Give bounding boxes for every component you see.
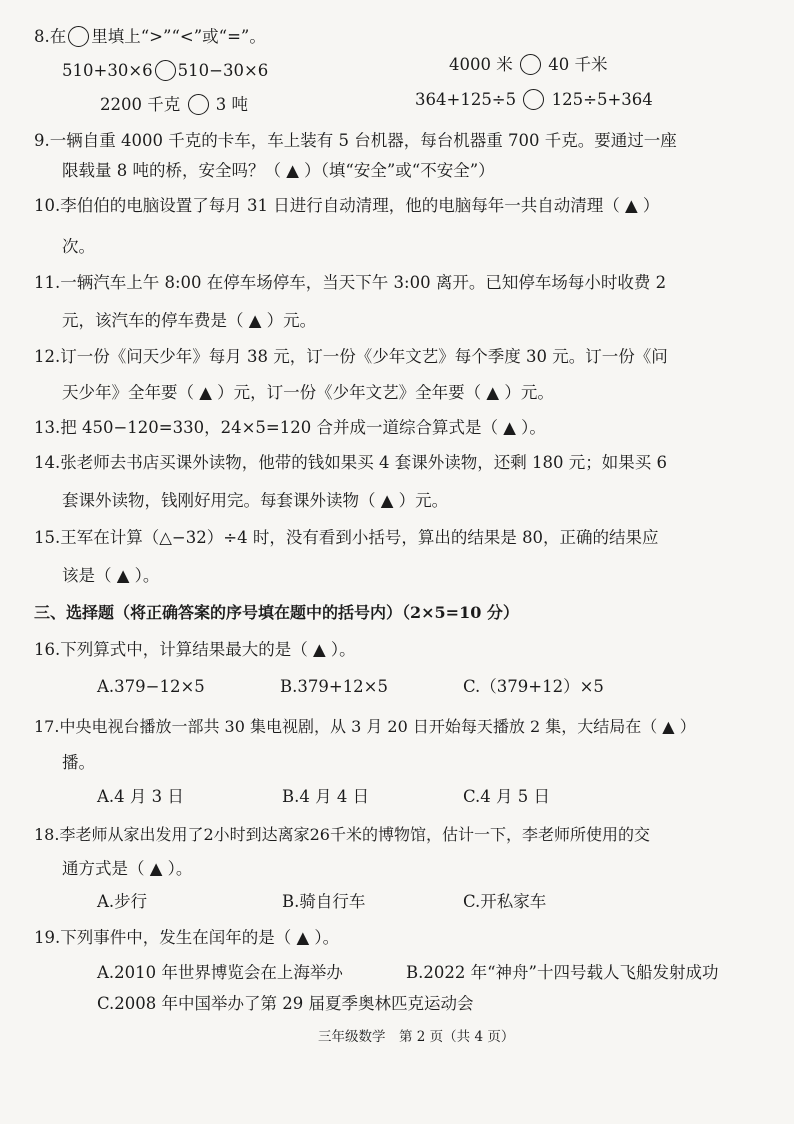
- q8-expr: 3 吨: [215, 95, 248, 114]
- q8-expr: 4000 米: [449, 55, 513, 74]
- q8-instruction: [34, 26, 266, 48]
- q18-option-c: C.开私家车: [463, 892, 547, 911]
- page-footer: 三年级数学 第 2 页（共 4 页）: [318, 1029, 515, 1045]
- q9-line1: 9.一辆自重 4000 千克的卡车，车上装有 5 台机器，每台机器重 700 千克。要通过一座: [34, 131, 677, 150]
- q8-expr: 125÷5+364: [551, 90, 653, 109]
- q17-option-b: B.4 月 4 日: [282, 787, 370, 806]
- q19-option-c: C.2008 年中国举办了第 29 届夏季奥林匹克运动会: [97, 994, 474, 1013]
- q19-option-b: B.2022 年“神舟”十四号载人飞船发射成功: [406, 963, 719, 982]
- q8-expr: 40 千米: [548, 55, 608, 74]
- q16-option-c: C.（379+12）×5: [463, 677, 604, 696]
- q10-line1: 10.李伯伯的电脑设置了每月 31 日进行自动清理，他的电脑每年一共自动清理（ ▲ ）: [34, 196, 660, 215]
- q8-expr: 510−30×6: [177, 61, 269, 80]
- q18-option-a: A.步行: [97, 892, 148, 911]
- q16-option-a: A.379−12×5: [97, 677, 205, 696]
- q11-line1: 11.一辆汽车上午 8:00 在停车场停车，当天下午 3:00 离开。已知停车场每小时收费 2: [34, 273, 667, 292]
- q8-text: 里填上“>”“<”或“=”。: [91, 27, 266, 46]
- answer-circle-icon: [523, 89, 544, 110]
- q17-option-c: C.4 月 5 日: [463, 787, 551, 806]
- section-heading: 三、选择题（将正确答案的序号填在题中的括号内）（2×5=10 分）: [34, 603, 519, 622]
- compare-circle-icon: [68, 26, 89, 47]
- q12-line2: 天少年》全年要（ ▲ ）元，订一份《少年文艺》全年要（ ▲ ）元。: [62, 383, 554, 402]
- q10-line2: 次。: [62, 237, 95, 256]
- q16-stem: 16.下列算式中，计算结果最大的是（ ▲ ）。: [34, 640, 356, 659]
- answer-circle-icon: [520, 54, 541, 75]
- q8-expr: 364+125÷5: [415, 90, 517, 109]
- q8-row2-left: [100, 94, 248, 116]
- q17-line1: 17.中央电视台播放一部共 30 集电视剧，从 3 月 20 日开始每天播放 2 集，大结局在（ ▲ ）: [34, 717, 696, 736]
- answer-circle-icon: [188, 94, 209, 115]
- q17-option-a: A.4 月 3 日: [97, 787, 184, 806]
- q13-line1: 13.把 450−120=330，24×5=120 合并成一道综合算式是（ ▲ ）。: [34, 418, 546, 437]
- q17-line2: 播。: [62, 753, 95, 772]
- q9-line2: 限载量 8 吨的桥，安全吗？（ ▲ ）（填“安全”或“不安全”）: [62, 161, 495, 180]
- q12-line1: 12.订一份《问天少年》每月 38 元，订一份《少年文艺》每个季度 30 元。订一份《问: [34, 347, 668, 366]
- q18-line1: 18.李老师从家出发用了2小时到达离家26千米的博物馆，估计一下，李老师所使用的交: [34, 825, 650, 844]
- q8-expr: 2200 千克: [100, 95, 181, 114]
- q8-row2-right: [415, 89, 653, 111]
- q8-row1-right: [449, 54, 608, 76]
- q15-line2: 该是（ ▲ ）。: [62, 566, 160, 585]
- q19-stem: 19.下列事件中，发生在闰年的是（ ▲ ）。: [34, 928, 340, 947]
- q8-label: 8.在: [34, 27, 67, 46]
- q8-row1-left: [62, 60, 268, 82]
- q18-line2: 通方式是（ ▲ ）。: [62, 859, 193, 878]
- q14-line1: 14.张老师去书店买课外读物，他带的钱如果买 4 套课外读物，还剩 180 元；如果买 6: [34, 453, 667, 472]
- q19-option-a: A.2010 年世界博览会在上海举办: [97, 963, 343, 982]
- q14-line2: 套课外读物，钱刚好用完。每套课外读物（ ▲ ）元。: [62, 491, 449, 510]
- q15-line1: 15.王军在计算（△−32）÷4 时，没有看到小括号，算出的结果是 80，正确的结果应: [34, 528, 659, 547]
- answer-circle-icon: [155, 60, 176, 81]
- q11-line2: 元，该汽车的停车费是（ ▲ ）元。: [62, 311, 317, 330]
- q16-option-b: B.379+12×5: [280, 677, 389, 696]
- q18-option-b: B.骑自行车: [282, 892, 366, 911]
- q8-expr: 510+30×6: [62, 61, 153, 80]
